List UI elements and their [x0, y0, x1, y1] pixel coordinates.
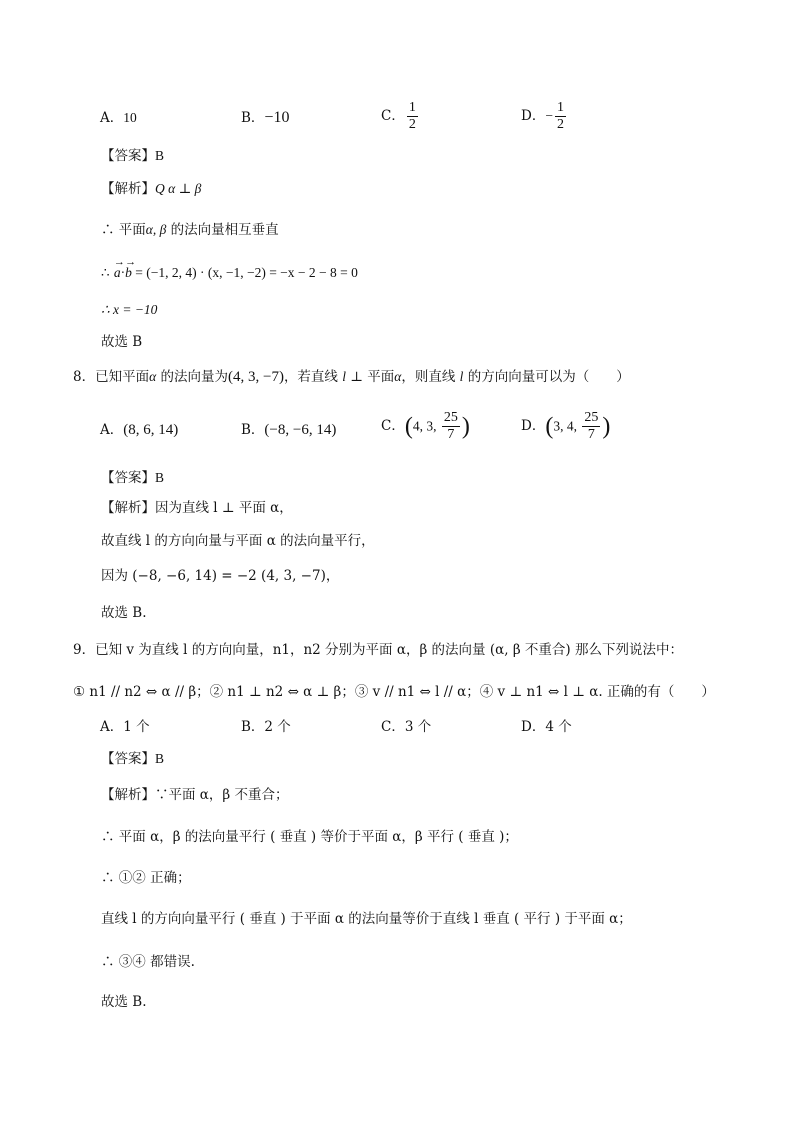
- option-label: A．: [100, 422, 124, 438]
- line-l: l: [459, 369, 464, 384]
- analysis-math: Q α ⊥ β: [155, 181, 202, 196]
- q8-stem: [73, 368, 630, 386]
- option-label: D．: [521, 108, 546, 124]
- line-l: l: [342, 369, 346, 384]
- q8-analysis-line-2: [101, 532, 375, 550]
- q7-analysis-line-3: [101, 264, 358, 282]
- q9-option-a: [100, 718, 150, 736]
- text: 的方向向量可以为（ ）: [463, 369, 630, 385]
- answer-value: B: [155, 470, 165, 485]
- equation: ∴ x = −10: [101, 302, 158, 317]
- q9-analysis-line-4: [101, 910, 632, 928]
- q9-conclusion: [101, 993, 147, 1011]
- option-value: −10: [264, 109, 290, 126]
- q7-answer: [101, 147, 164, 165]
- q7-conclusion: [101, 333, 142, 351]
- stem-text: 9．已知 v 为直线 l 的方向向量，n1，n2 分别为平面 α，β 的法向量 (α, β 不重合) 那么下列说法中：: [73, 642, 683, 658]
- q8-option-d: [521, 410, 610, 443]
- q9-answer: [101, 750, 164, 768]
- right-paren: ): [461, 413, 470, 440]
- answer-tag: 【答案】: [101, 148, 155, 164]
- q8-option-c: [381, 410, 470, 443]
- q7-option-b: [241, 109, 289, 127]
- q7-option-c: [381, 100, 420, 133]
- option-label: C．: [381, 418, 405, 434]
- left-paren: (: [404, 413, 413, 440]
- fraction: [407, 100, 418, 133]
- option-label: C．: [381, 108, 405, 124]
- equation: = (−1, 2, 4) · (x, −1, −2) = −x − 2 − 8 = 0: [131, 265, 358, 280]
- conclusion-text: 故选 B.: [101, 605, 147, 621]
- option-text: A．1 个: [100, 719, 150, 735]
- text: 8．已知平面: [73, 369, 150, 385]
- q7-analysis-line-2: [101, 221, 279, 239]
- dot-operator: ·: [120, 265, 126, 280]
- option-text: D．4 个: [521, 719, 572, 735]
- fraction-denominator: 7: [447, 427, 455, 442]
- q8-option-b: [241, 421, 336, 439]
- option-value: (−8, −6, 14): [264, 422, 337, 438]
- q7-option-a: [100, 109, 137, 127]
- fraction-denominator: 2: [556, 117, 564, 132]
- analysis-text: ∴ 平面 α，β 的法向量平行 ( 垂直 ) 等价于平面 α，β 平行 ( 垂直 )；: [101, 829, 518, 845]
- fraction-numerator: 25: [584, 410, 599, 425]
- q8-conclusion: [101, 604, 147, 622]
- text: ⊥ 平面: [346, 369, 395, 385]
- option-label: B．: [241, 110, 265, 126]
- analysis-tag: 【解析】: [101, 787, 155, 803]
- answer-value: B: [155, 751, 165, 766]
- fraction-denominator: 2: [408, 117, 416, 132]
- analysis-text: ∴ ①② 正确；: [101, 870, 191, 886]
- q9-option-d: [521, 718, 572, 736]
- fraction: [442, 410, 460, 443]
- analysis-text: ∴ ③④ 都错误.: [101, 954, 195, 970]
- fraction-denominator: 7: [587, 427, 595, 442]
- conclusion-text: 故选 B: [101, 334, 143, 350]
- text: ，若直线: [283, 369, 343, 385]
- q8-option-a: [100, 421, 178, 439]
- text: ，则直线: [401, 369, 460, 385]
- answer-tag: 【答案】: [101, 751, 155, 767]
- math: α, β: [145, 222, 167, 237]
- analysis-tag: 【解析】: [101, 500, 155, 516]
- therefore: ∴: [101, 265, 114, 281]
- fraction: [555, 100, 566, 133]
- option-value: 3, 4,: [553, 418, 581, 434]
- q8-answer: [101, 469, 164, 487]
- vector-b: → b: [125, 264, 132, 282]
- conclusion-text: 故选 B.: [101, 994, 147, 1010]
- statements-text: ① n1 // n2 ⇔ α // β；② n1 ⊥ n2 ⇔ α ⊥ β；③ v // n1 ⇔ l // α；④ v ⊥ n1 ⇔ l ⊥ α. 正确的有（ ）: [73, 684, 715, 700]
- answer-tag: 【答案】: [101, 470, 155, 486]
- analysis-text: 直线 l 的方向向量平行 ( 垂直 ) 于平面 α 的法向量等价于直线 l 垂直 ( 平行 ) 于平面 α；: [101, 911, 632, 927]
- left-paren: (: [545, 413, 554, 440]
- analysis-text: 因为直线 l ⊥ 平面 α，: [155, 500, 293, 516]
- right-paren: ): [602, 413, 611, 440]
- q9-analysis-line-3: [101, 869, 191, 887]
- text: 的法向量为: [156, 369, 228, 385]
- q7-analysis-line-1: [101, 180, 201, 198]
- vector-a: → a: [114, 264, 121, 282]
- fraction-numerator: 1: [408, 100, 416, 115]
- fraction-numerator: 25: [443, 410, 458, 425]
- option-text: C．3 个: [381, 719, 432, 735]
- q9-analysis-line-5: [101, 953, 195, 971]
- q9-analysis-line-1: [101, 786, 289, 804]
- option-label: A．: [100, 110, 124, 126]
- q7-analysis-line-4: [101, 301, 157, 319]
- text: ∴ 平面: [101, 222, 146, 238]
- fraction: [582, 410, 600, 443]
- fraction-numerator: 1: [556, 100, 564, 115]
- normal-vector: (4, 3, −7): [227, 369, 284, 385]
- q9-option-c: [381, 718, 431, 736]
- option-label: D．: [521, 418, 546, 434]
- option-value: 4, 3,: [412, 418, 440, 434]
- option-label: B．: [241, 422, 265, 438]
- option-text: B．2 个: [241, 719, 291, 735]
- option-value: (8, 6, 14): [123, 422, 179, 438]
- q7-option-d: [521, 100, 568, 133]
- q9-stem: [73, 641, 683, 659]
- answer-value: B: [155, 148, 165, 163]
- q9-analysis-line-2: [101, 828, 518, 846]
- text: 的法向量相互垂直: [166, 222, 279, 238]
- option-value: 10: [123, 110, 137, 125]
- alpha: α: [394, 369, 402, 384]
- q9-statements: [73, 683, 715, 701]
- alpha: α: [149, 369, 157, 384]
- minus-sign: −: [545, 108, 553, 123]
- q8-analysis-line-3: [101, 567, 339, 585]
- analysis-text: 故直线 l 的方向向量与平面 α 的法向量平行，: [101, 533, 375, 549]
- analysis-text: 因为 (−8, −6, 14) = −2 (4, 3, −7)，: [101, 568, 340, 584]
- q8-analysis-line-1: [101, 499, 293, 517]
- analysis-tag: 【解析】: [101, 181, 155, 197]
- q9-option-b: [241, 718, 291, 736]
- analysis-text: ∵平面 α，β 不重合；: [155, 787, 289, 803]
